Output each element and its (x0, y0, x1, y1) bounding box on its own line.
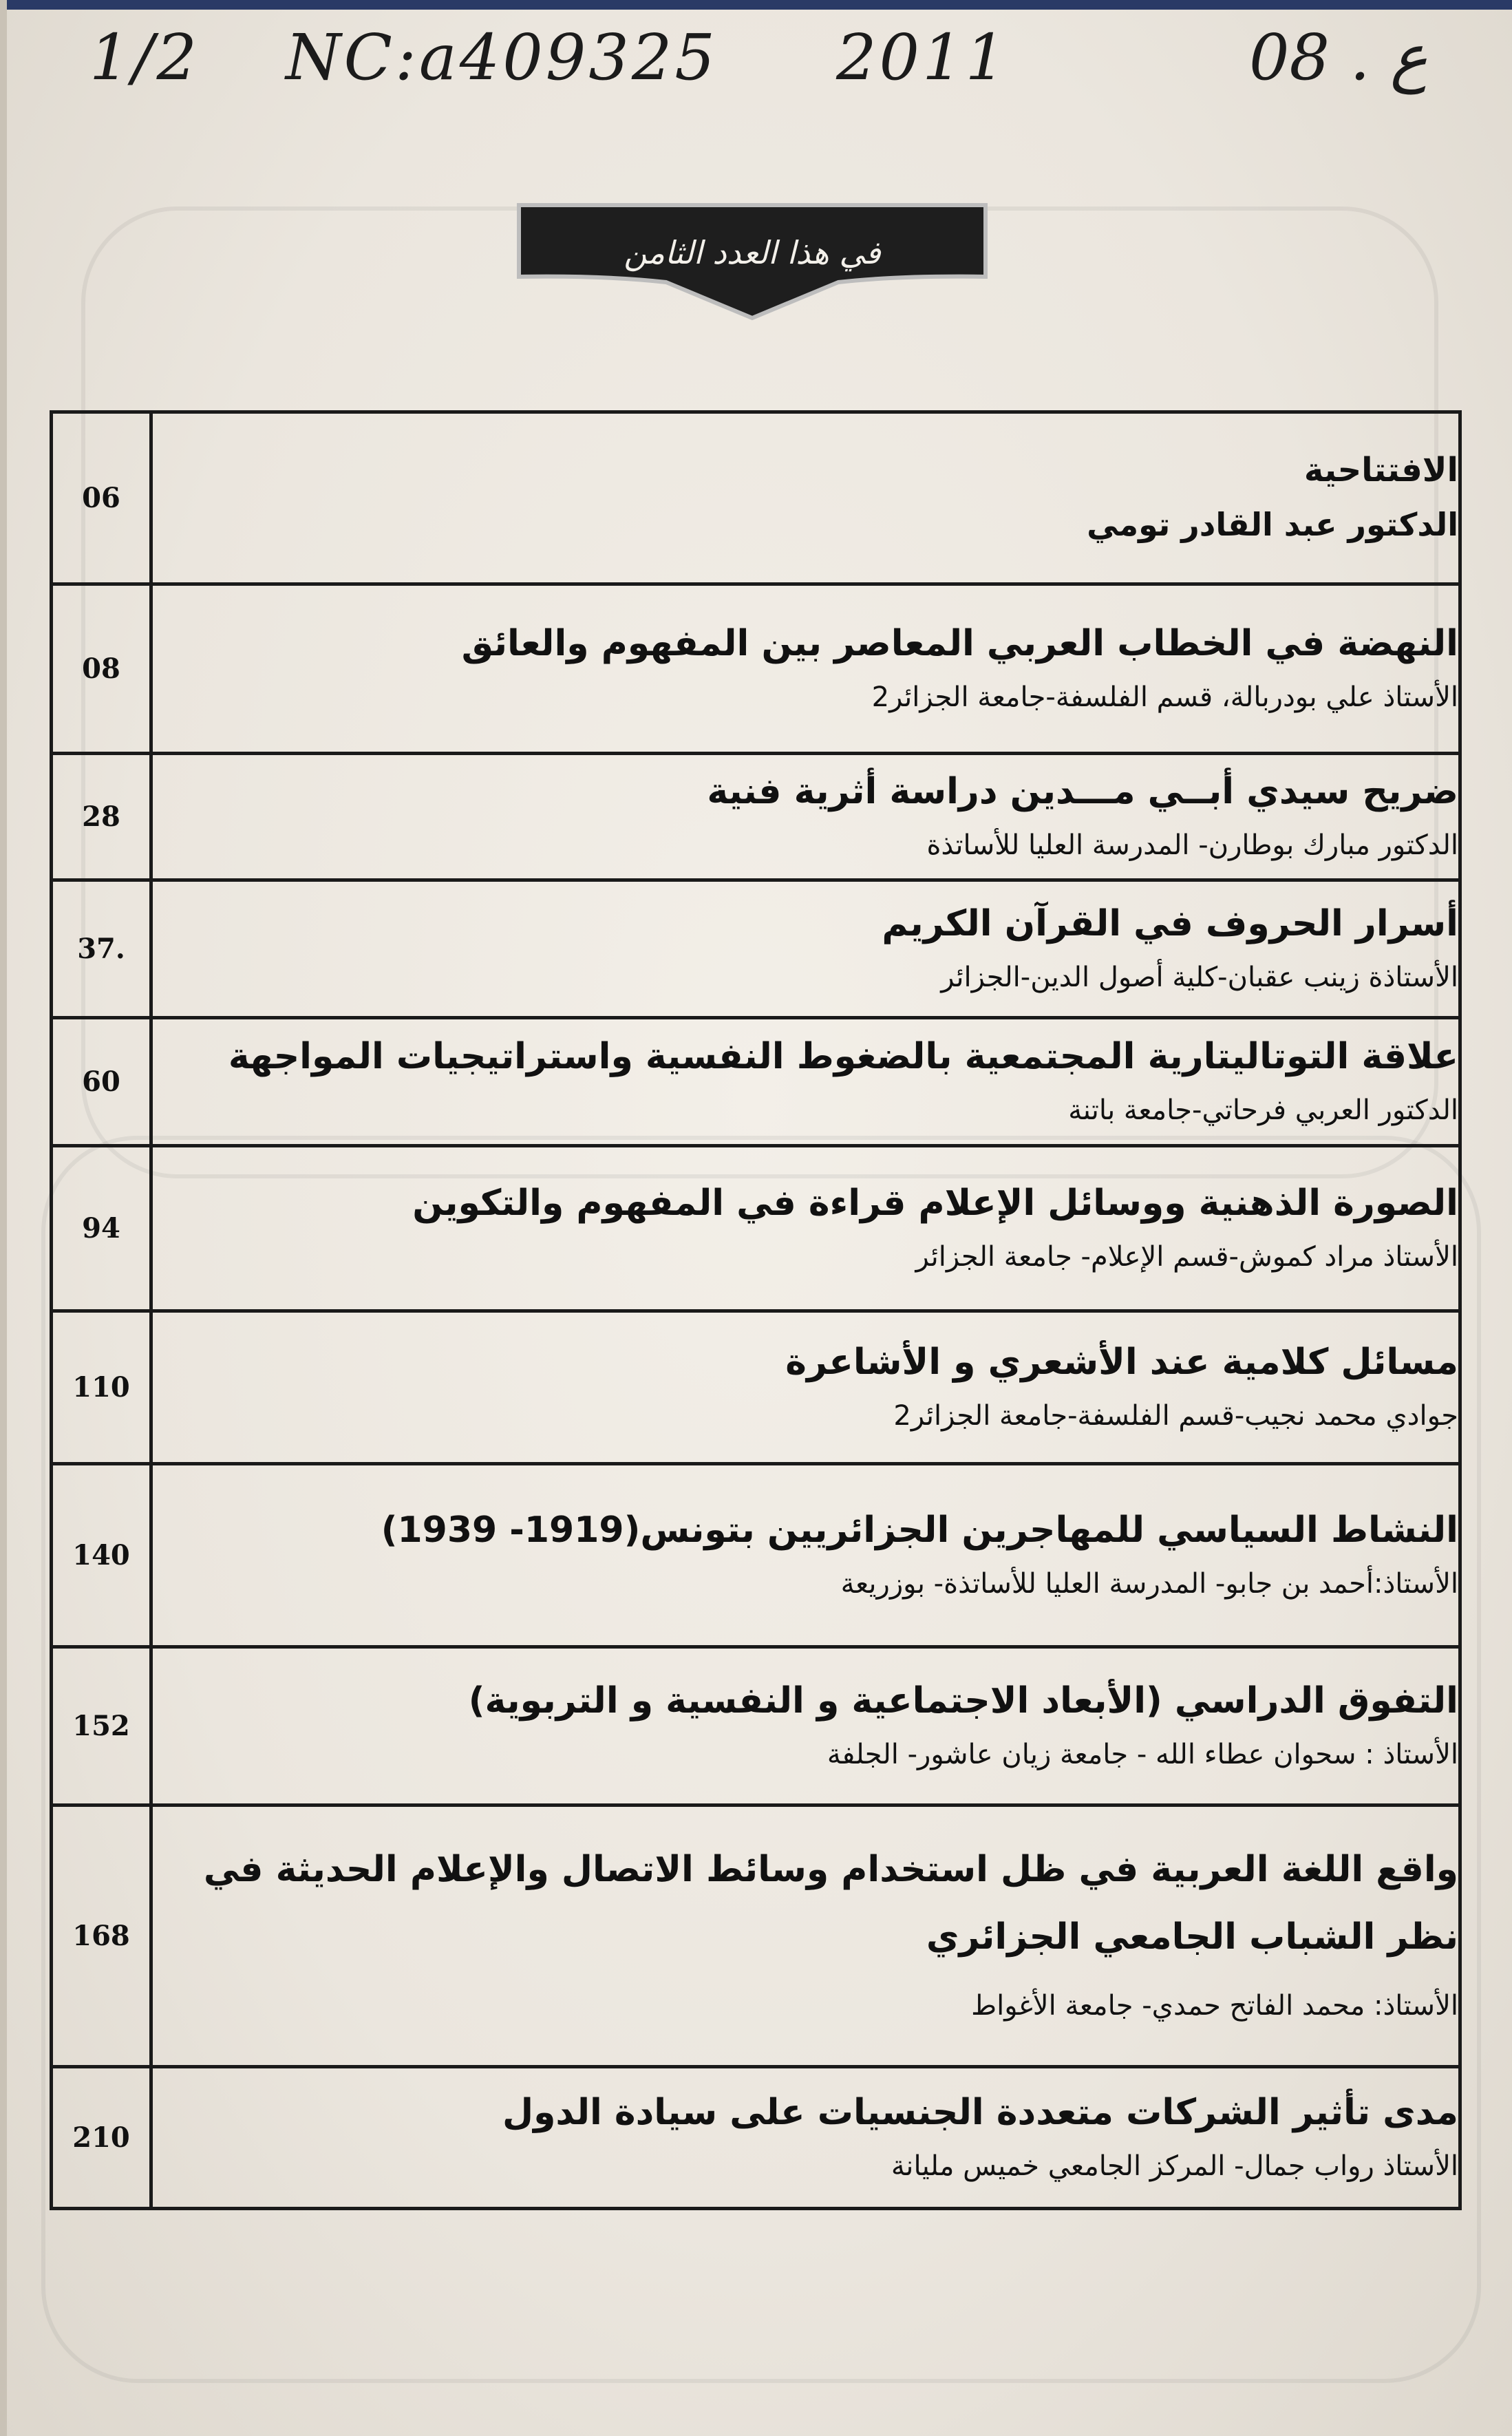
toc-entry (151, 412, 1460, 584)
issue-banner (515, 201, 990, 322)
toc-entry (151, 880, 1460, 1018)
article-title: النهضة في الخطاب العربي المعاصر بين المفهوم والعائق (461, 622, 1458, 664)
handwritten-reference: NC:a409325 (286, 21, 718, 94)
page-number: 37. (52, 880, 151, 1018)
article-title: مدى تأثير الشركات متعددة الجنسيات على سيادة الدول (502, 2091, 1458, 2133)
article-title: ضريح سيدي أبــي مـــدين دراسة أثرية فنية (707, 770, 1458, 812)
page-number: 152 (52, 1647, 151, 1805)
toc-entry (151, 754, 1460, 880)
article-title-continued: نظر الشباب الجامعي الجزائري (926, 1916, 1458, 1958)
table-row (52, 412, 1460, 584)
article-author: جوادي محمد نجيب-قسم الفلسفة-جامعة الجزائر2 (893, 1400, 1458, 1432)
page-top-edge (0, 0, 1512, 10)
article-author: الدكتور عبد القادر تومي (1087, 505, 1458, 543)
table-row (52, 1805, 1460, 2067)
toc-entry (151, 1311, 1460, 1464)
handwritten-year: 2011 (836, 21, 1009, 94)
article-author: الأستاذ علي بودربالة، قسم الفلسفة-جامعة الجزائر2 (871, 681, 1458, 714)
page-number: 210 (52, 2067, 151, 2209)
toc-entry (151, 1464, 1460, 1647)
article-title: واقع اللغة العربية في ظل استخدام وسائط الاتصال والإعلام الحديثة في (203, 1848, 1458, 1890)
article-author: الأستاذ رواب جمال- المركز الجامعي خميس مليانة (891, 2150, 1458, 2183)
page-number: 08 (52, 584, 151, 754)
table-row (52, 754, 1460, 880)
table-row (52, 1464, 1460, 1647)
article-author: الدكتور العربي فرحاتي-جامعة باتنة (1068, 1094, 1458, 1127)
toc-entry (151, 1018, 1460, 1146)
toc-entry (151, 1647, 1460, 1805)
page-left-edge (0, 0, 7, 2436)
article-author: الأستاذ: محمد الفاتح حمدي- جامعة الأغواط (971, 1990, 1458, 2022)
page-number: 60 (52, 1018, 151, 1146)
table-row (52, 1311, 1460, 1464)
toc-entry (151, 1805, 1460, 2067)
page-number: 94 (52, 1146, 151, 1311)
table-row (52, 1647, 1460, 1805)
article-title: علاقة التوتاليتارية المجتمعية بالضغوط النفسية واستراتيجيات المواجهة (228, 1035, 1458, 1077)
page-number: 28 (52, 754, 151, 880)
article-author: الأستاذ:أحمد بن جابو- المدرسة العليا للأساتذة- بوزريعة (840, 1568, 1458, 1600)
table-row (52, 584, 1460, 754)
table-row (52, 2067, 1460, 2209)
table-row (52, 1146, 1460, 1311)
toc-entry (151, 2067, 1460, 2209)
banner-title: في هذا العدد الثامن (624, 234, 881, 271)
article-author: الأستاذ : سحوان عطاء الله - جامعة زيان عاشور- الجلفة (827, 1739, 1458, 1771)
article-author: الأستاذة زينب عقبان-كلية أصول الدين-الجزائر (941, 962, 1458, 994)
article-title: الصورة الذهنية ووسائل الإعلام قراءة في المفهوم والتكوين (412, 1182, 1458, 1224)
article-author: الدكتور مبارك بوطارن- المدرسة العليا للأساتذة (926, 829, 1458, 862)
handwritten-part-number: 1/2 (89, 21, 200, 94)
page-number: 06 (52, 412, 151, 584)
table-row (52, 1018, 1460, 1146)
toc-entry (151, 584, 1460, 754)
table-row (52, 880, 1460, 1018)
article-title: التفوق الدراسي (الأبعاد الاجتماعية و النفسية و التربوية) (468, 1680, 1458, 1722)
article-title: أسرار الحروف في القرآن الكريم (882, 902, 1458, 944)
article-title: النشاط السياسي للمهاجرين الجزائريين بتونس(1919- 1939) (381, 1509, 1458, 1551)
article-title: مسائل كلامية عند الأشعري و الأشاعرة (785, 1341, 1458, 1383)
article-author: الأستاذ مراد كموش-قسم الإعلام- جامعة الجزائر (915, 1241, 1458, 1273)
table-of-contents (50, 410, 1462, 2210)
toc-entry (151, 1146, 1460, 1311)
page-number: 110 (52, 1311, 151, 1464)
page-number: 168 (52, 1805, 151, 2067)
article-title: الافتتاحية (1303, 451, 1458, 490)
handwritten-issue: ع . 08 (1249, 21, 1428, 94)
page-number: 140 (52, 1464, 151, 1647)
